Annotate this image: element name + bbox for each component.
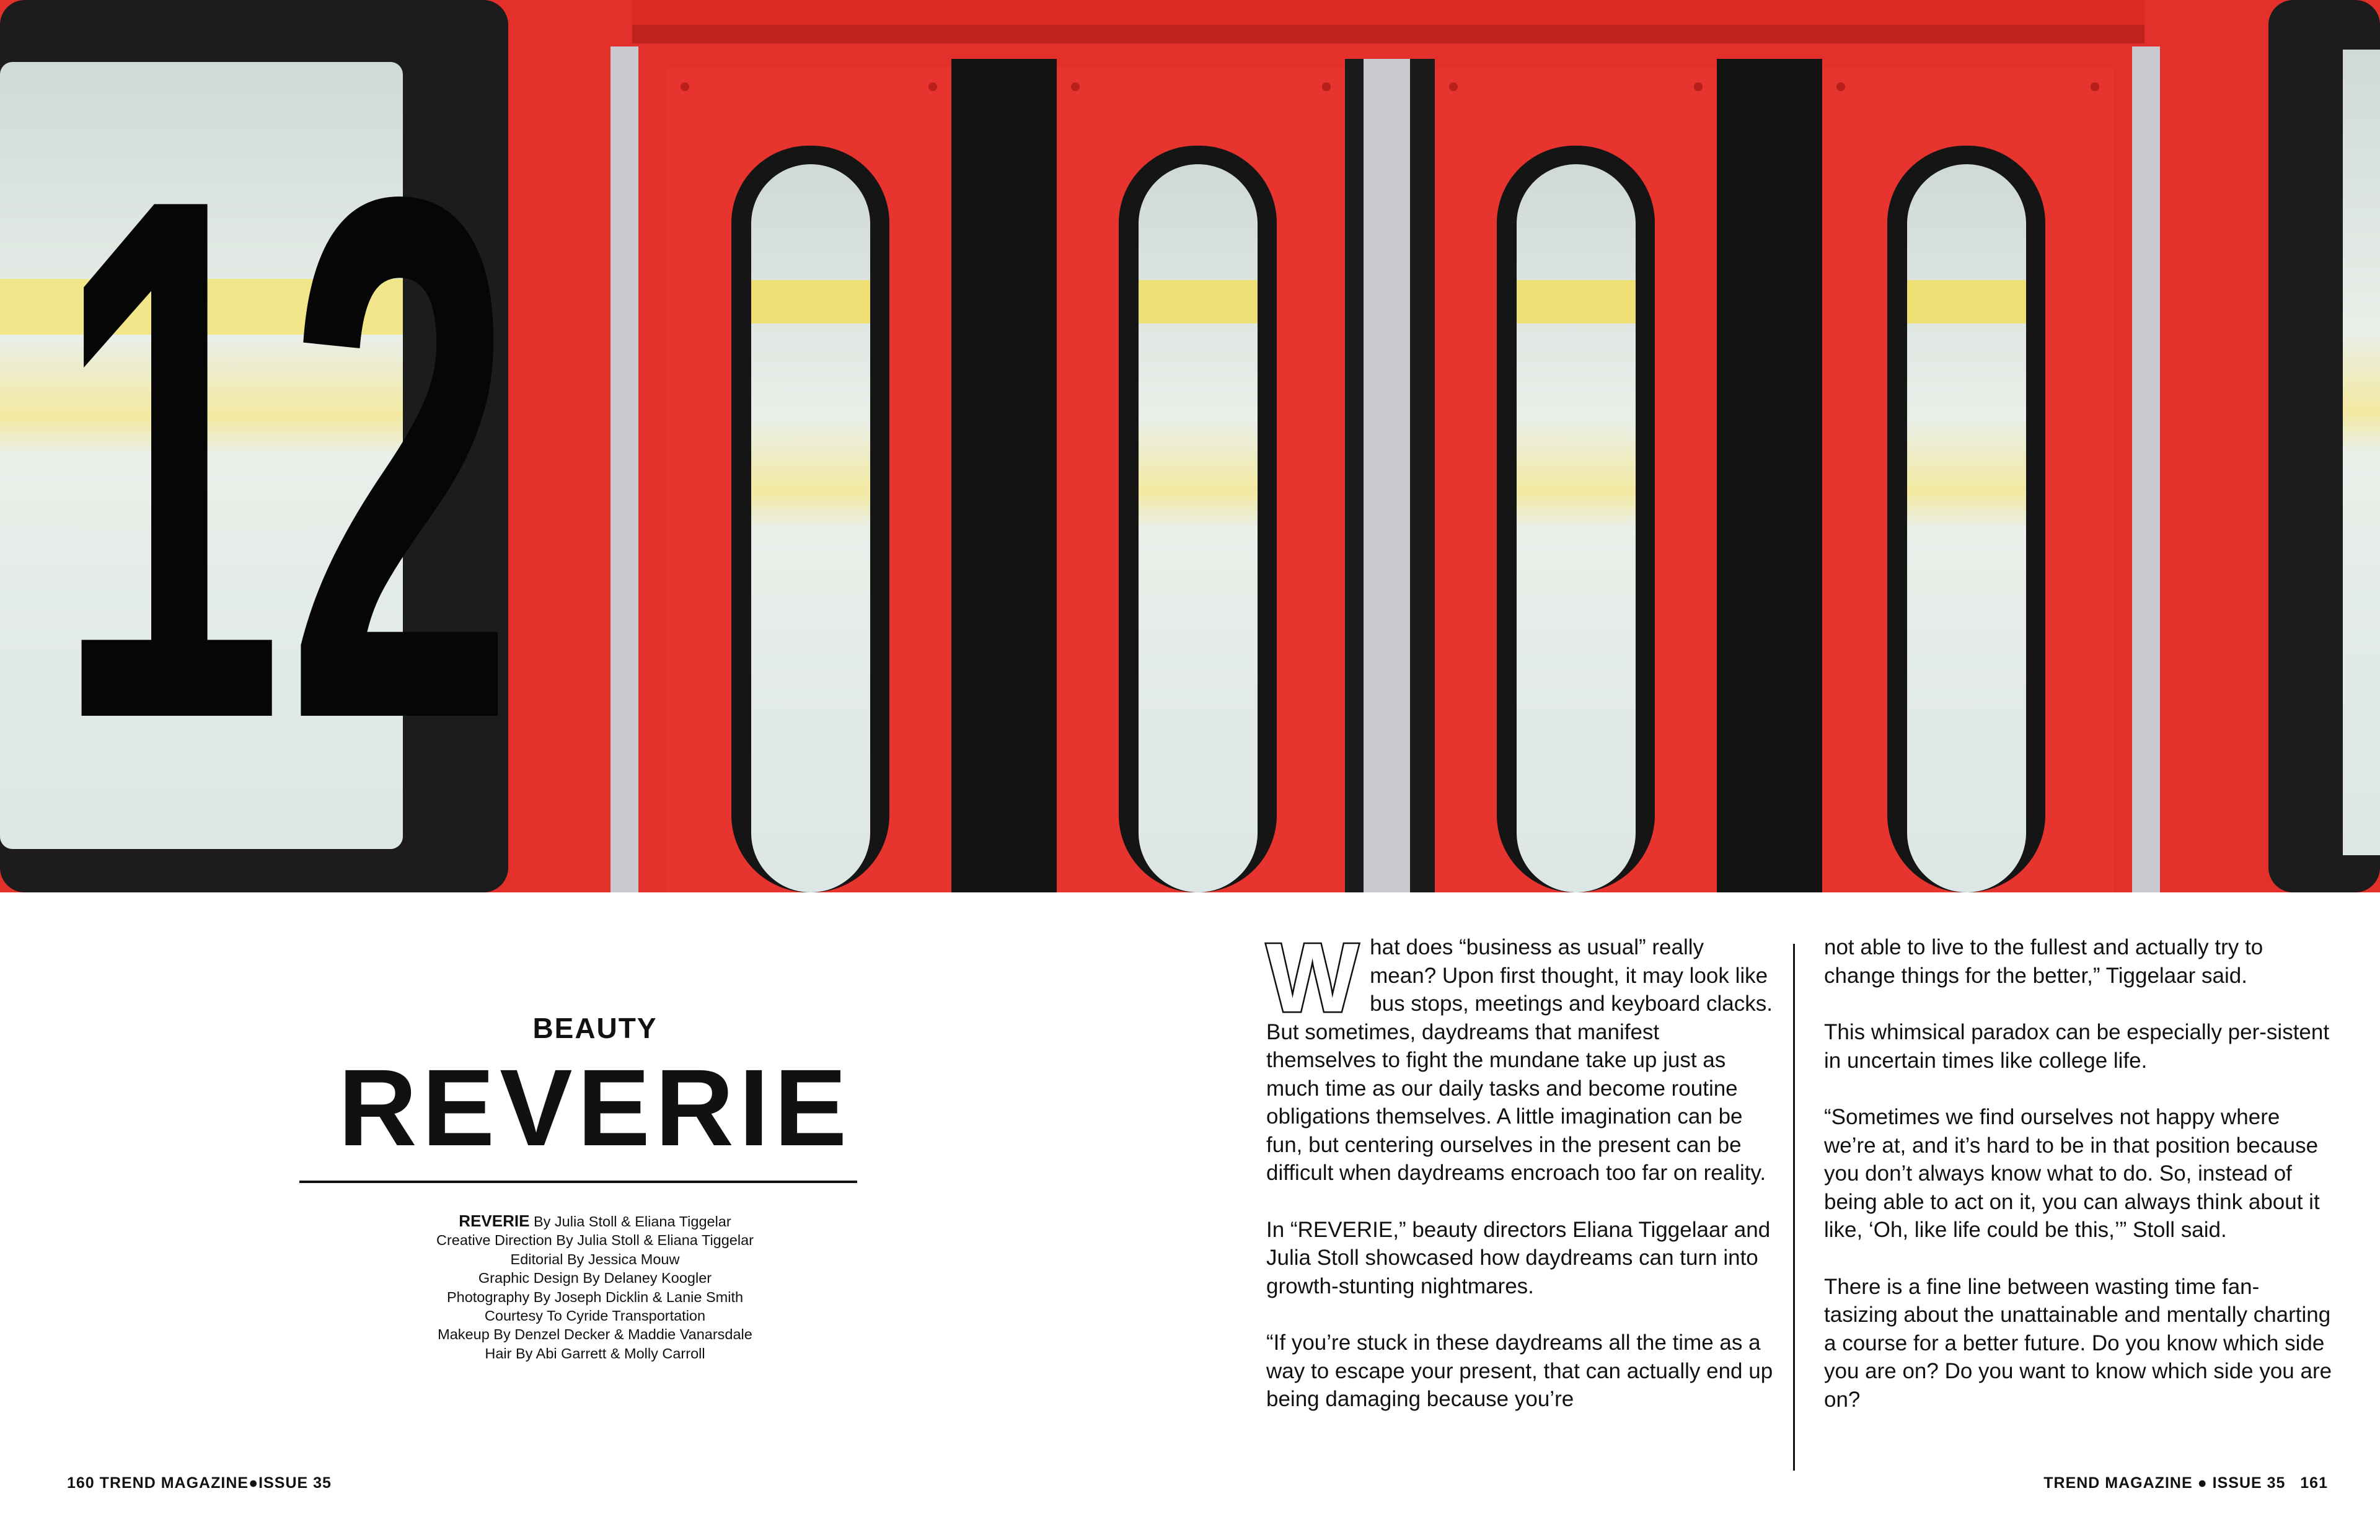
credit-line: Creative Direction By Julia Stoll & Eliana Tiggelar <box>436 1232 754 1249</box>
credit-lead: REVERIE <box>459 1212 530 1230</box>
page-number-right: 161 <box>2300 1474 2328 1492</box>
credit-line <box>298 1212 892 1231</box>
bullet-icon: ● <box>2197 1474 2208 1492</box>
credit-line: Graphic Design By Delaney Koogler <box>478 1270 712 1287</box>
folio-right <box>2043 1474 2328 1492</box>
section-label: BEAUTY <box>532 1012 658 1044</box>
paragraph-text: hat does “business as usual” really mean? Upon first thought, it may look like bus stops, meetings and keyboard clacks. But sometimes, daydreams that manifest themselves to fight the mundane take up just as much time as our daily tasks and become routine obligations themselves. A little imagination can be fun, but centering ourselves in the present can be difficult when daydreams encroach too far on reality. <box>1266 935 1773 1185</box>
body-column-2 <box>1824 933 2332 1442</box>
paragraph <box>1266 923 1774 1187</box>
paragraph: not able to live to the fullest and actually try to change things for the better,” Tiggelaar said. <box>1824 935 2263 988</box>
credit-line: Hair By Abi Garrett & Molly Carroll <box>485 1345 705 1362</box>
credit-text: By Julia Stoll & Eliana Tiggelar <box>529 1213 731 1230</box>
credit-line: Courtesy To Cyride Transportation <box>484 1308 706 1324</box>
paragraph: “Sometimes we find ourselves not happy where we’re at, and it’s hard to be in that position because you don’t always know what to do. So, instead of being able to act on it, you can always think about it like, ‘Oh, like life could be this,’” Stoll said. <box>1824 1105 2320 1242</box>
folio-left <box>67 1474 332 1492</box>
body-column-1 <box>1266 923 1774 1442</box>
photo-number-overlay: 12 <box>56 43 518 874</box>
title-divider <box>299 1181 857 1183</box>
credit-line: Makeup By Denzel Decker & Maddie Vanarsdale <box>438 1326 752 1343</box>
story-title: REVERIE <box>338 1047 852 1169</box>
issue-label-right: ISSUE 35 <box>2212 1474 2286 1492</box>
paragraph: There is a fine line between wasting time fan-tasizing about the unattainable and mentally charting a course for a better future. Do you know which side you are on? Do you want to know which side you are on? <box>1824 1274 2332 1412</box>
issue-label-left: ISSUE 35 <box>258 1474 332 1492</box>
paragraph: In “REVERIE,” beauty directors Eliana Tiggelaar and Julia Stoll showcased how daydreams can turn into growth-stunting nightmares. <box>1266 1217 1771 1298</box>
publication-name-left: TREND MAGAZINE <box>99 1474 249 1492</box>
page-number-left: 160 <box>67 1474 95 1492</box>
credits-block <box>298 1212 892 1363</box>
credit-line: Editorial By Jessica Mouw <box>510 1251 680 1267</box>
paragraph: “If you’re stuck in these daydreams all the time as a way to escape your present, that can actually end up being damaging because you’re <box>1266 1331 1773 1411</box>
drop-cap: W <box>1266 923 1359 1032</box>
column-divider <box>1793 944 1795 1471</box>
publication-name-right: TREND MAGAZINE <box>2043 1474 2193 1492</box>
bullet-icon: ● <box>249 1474 259 1492</box>
credit-line: Photography By Joseph Dicklin & Lanie Smith <box>446 1288 744 1305</box>
paragraph: This whimsical paradox can be especially per-sistent in uncertain times like college life. <box>1824 1020 2330 1073</box>
